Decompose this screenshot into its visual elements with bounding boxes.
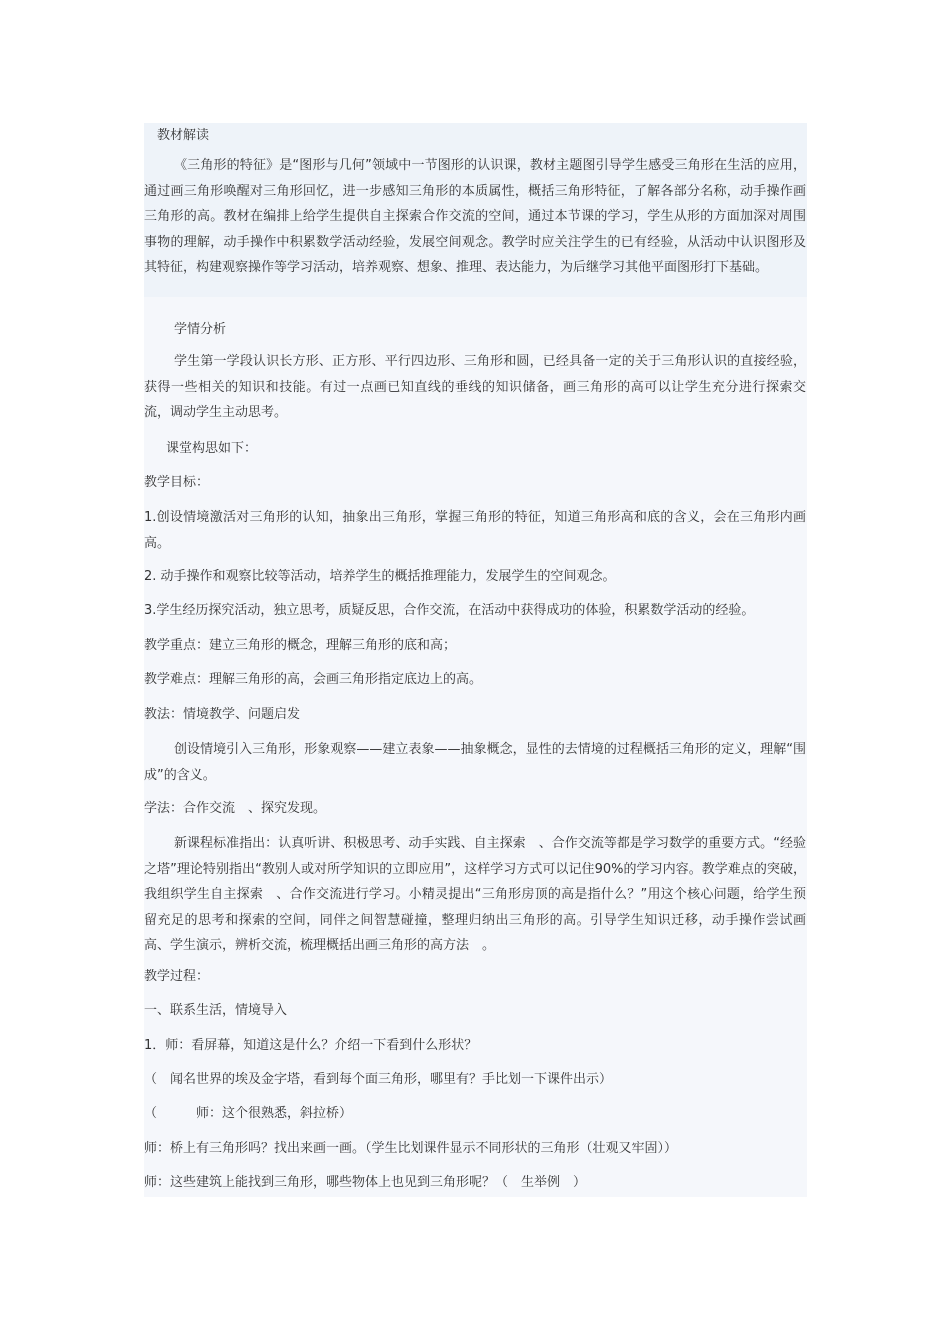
standard-paragraph: 新课程标准指出：认真听讲、积极思考、动手实践、自主探索 、合作交流等都是学习数学的重要方式。“经验之塔”理论特别指出“教别人或对所学知识的立即应用”，这样学习方式可以记住90%的学习内容。教学难点的突破，我组织学生自主探索 、合作交流进行学习。小精灵提出“三角形房顶的高是指什么？”用这个核心问题，给学生预留充足的思考和探索的空间，同伴之间智慧碰撞，整理归纳出三角形的高。引导学生知识迁移，动手操作尝试画高、学生演示，辨析交流，梳理概括出画三角形的高方法 。 xyxy=(144,836,806,953)
design-intro: 课堂构思如下： xyxy=(166,441,258,456)
goal-item-3: 3.学生经历探究活动，独立思考，质疑反思，合作交流，在活动中获得成功的体验，积累数学活动的经验。 xyxy=(144,603,755,618)
goal-item-2: 2. 动手操作和观察比较等活动，培养学生的概括推理能力，发展学生的空间观念。 xyxy=(144,569,616,584)
key-point: 教学重点：建立三角形的概念，理解三角形的底和高； xyxy=(144,638,457,653)
process-line-4: 师：桥上有三角形吗？找出来画一画。（学生比划课件显示不同形状的三角形（壮观又牢固）） xyxy=(144,1141,678,1156)
process-line-3: （ 师：这个很熟悉，斜拉桥） xyxy=(144,1106,353,1121)
teaching-method: 教法：情境教学、问题启发 xyxy=(144,707,301,722)
textbook-paragraph: 《三角形的特征》是“图形与几何”领域中一节图形的认识课，教材主题图引导学生感受三角形在生活的应用，通过画三角形唤醒对三角形回忆，进一步感知三角形的本质属性，概括三角形特征，了解各部分名称，动手操作画三角形的高。教材在编排上给学生提供自主探索合作交流的空间，通过本节课的学习，学生从形的方面加深对周围事物的理解，动手操作中积累数学活动经验，发展空间观念。教学时应关注学生的已有经验，从活动中认识图形及其特征，构建观察操作等学习活动，培养观察、想象、推理、表达能力，为后继学习其他平面图形打下基础。 xyxy=(144,158,806,275)
section-heading-students: 学情分析 xyxy=(174,322,227,337)
process-line-1: 1．师：看屏幕，知道这是什么？介绍一下看到什么形状？ xyxy=(144,1038,478,1053)
learning-method: 学法：合作交流 、探究发现。 xyxy=(144,801,327,816)
students-paragraph: 学生第一学段认识长方形、正方形、平行四边形、三角形和圆，已经具备一定的关于三角形认识的直接经验，获得一些相关的知识和技能。有过一点画已知直线的垂线的知识储备，画三角形的高可以让学生充分进行探索交流，调动学生主动思考。 xyxy=(144,354,806,420)
process-heading: 教学过程： xyxy=(144,969,210,984)
process-line-5: 师：这些建筑上能找到三角形，哪些物体上也见到三角形呢？（ 生举例 ） xyxy=(144,1175,587,1190)
difficult-point: 教学难点：理解三角形的高，会画三角形指定底边上的高。 xyxy=(144,672,483,687)
section-heading-textbook: 教材解读 xyxy=(157,128,210,143)
goals-heading: 教学目标： xyxy=(144,475,210,490)
goal-item-1: 1.创设情境激活对三角形的认知，抽象出三角形，掌握三角形的特征，知道三角形高和底的含义，会在三角形内画高。 xyxy=(144,510,806,551)
teaching-method-detail: 创设情境引入三角形，形象观察——建立表象——抽象概念，显性的去情境的过程概括三角形的定义，理解“围成”的含义。 xyxy=(144,742,806,783)
process-step-1: 一、联系生活，情境导入 xyxy=(144,1003,288,1018)
process-line-2: （ 闻名世界的埃及金字塔，看到每个面三角形，哪里有？手比划一下课件出示） xyxy=(144,1072,613,1087)
